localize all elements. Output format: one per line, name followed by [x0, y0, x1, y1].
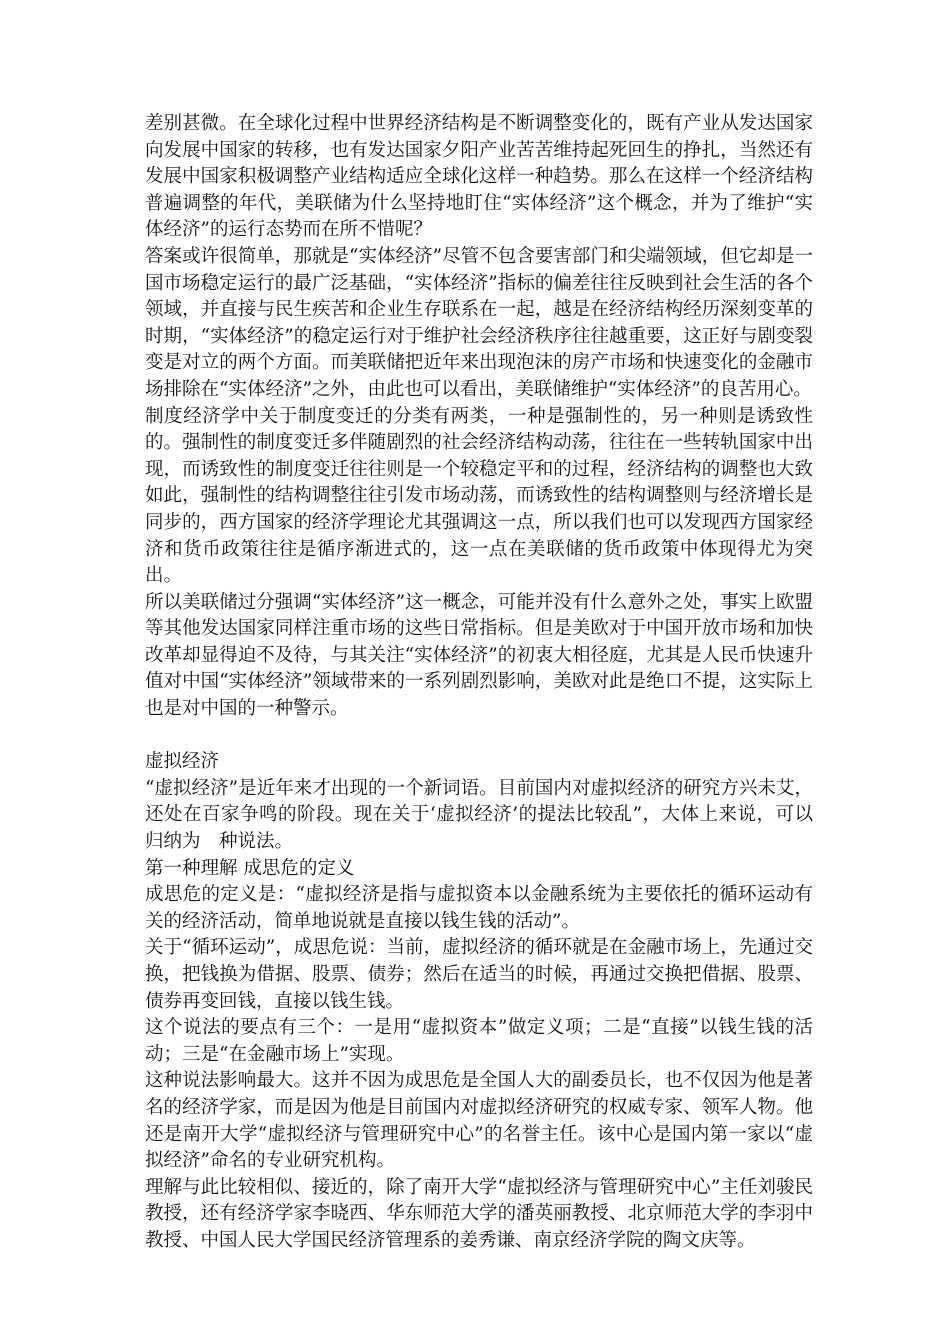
- paragraph: 关于“循环运动”，成思危说：当前，虚拟经济的循环就是在金融市场上，先通过交换，把钱换为借据、股票、债券；然后在适当的时候，再通过交换把借据、股票、债券再变回钱，直接以钱生钱。: [145, 937, 813, 1012]
- section-heading: 虚拟经济: [145, 751, 220, 773]
- paragraph: 成思危的定义是：“虚拟经济是指与虚拟资本以金融系统为主要依托的循环运动有关的经济活动，简单地说就是直接以钱生钱的活动”。: [145, 884, 813, 932]
- paragraph: 制度经济学中关于制度变迁的分类有两类，一种是强制性的，另一种则是诱致性的。强制性的制度变迁多伴随剧烈的社会经济结构动荡，往往在一些转轨国家中出现，而诱致性的制度变迁往往则是一个较稳定平和的过程，经济结构的调整也大致如此，强制性的结构调整往往引发市场动荡，而诱致性的结构调整则与经济增长是同步的，西方国家的经济学理论尤其强调这一点，所以我们也可以发现西方国家经济和货币政策往往是循序渐进式的，这一点在美联储的货币政策中体现得尤为突出。: [145, 405, 813, 587]
- paragraph: 理解与此比较相似、接近的，除了南开大学“虚拟经济与管理研究中心”主任刘骏民教授，还有经济学家李晓西、华东师范大学的潘英丽教授、北京师范大学的李羽中教授、中国人民大学国民经济管理系的姜秀谦、南京经济学院的陶文庆等。: [145, 1176, 813, 1251]
- blank-line: [145, 723, 813, 750]
- document-page: [145, 111, 813, 1255]
- paragraph: “虚拟经济”是近年来才出现的一个新词语。目前国内对虚拟经济的研究方兴未艾，还处在百家争鸣的阶段。现在关于‘虚拟经济’的提法比较乱”，大体上来说，可以归纳为 种说法。: [145, 777, 813, 853]
- paragraph: 所以美联储过分强调“实体经济”这一概念，可能并没有什么意外之处，事实上欧盟等其他发达国家同样注重市场的这些日常指标。但是美欧对于中国开放市场和加快改革却显得迫不及待，与其关注“实体经济”的初衷大相径庭，尤其是人民币快速升值对中国“实体经济”领域带来的一系列剧烈影响，美欧对此是绝口不提，这实际上也是对中国的一种警示。: [145, 591, 813, 720]
- paragraph: 这个说法的要点有三个：一是用“虚拟资本”做定义项；二是“直接”以钱生钱的活动；三是“在金融市场上”实现。: [145, 1017, 813, 1065]
- subheading: 第一种理解 成思危的定义: [145, 857, 355, 879]
- paragraph: 差别甚微。在全球化过程中世界经济结构是不断调整变化的，既有产业从发达国家向发展中国家的转移，也有发达国家夕阳产业苦苦维持起死回生的挣扎，当然还有发展中国家积极调整产业结构适应全球化这样一种趋势。那么在这样一个经济结构普遍调整的年代，美联储为什么坚持地盯住“实体经济”这个概念，并为了维护“实体经济”的运行态势而在所不惜呢？: [145, 113, 813, 241]
- paragraph: 这种说法影响最大。这并不因为成思危是全国人大的副委员长，也不仅因为他是著名的经济学家，而是因为他是目前国内对虚拟经济研究的权威专家、领军人物。他还是南开大学“虚拟经济与管理研究中心”的名誉主任。该中心是国内第一家以“虚拟经济”命名的专业研究机构。: [145, 1070, 813, 1172]
- paragraph: 答案或许很简单，那就是“实体经济”尽管不包含要害部门和尖端领域，但它却是一国市场稳定运行的最广泛基础，“实体经济”指标的偏差往往反映到社会生活的各个领域，并直接与民生疾苦和企业生存联系在一起，越是在经济结构经历深刻变革的时期，“实体经济”的稳定运行对于维护社会经济秩序往往越重要，这正好与剧变裂变是对立的两个方面。而美联储把近年来出现泡沫的房产市场和快速变化的金融市场排除在“实体经济”之外，由此也可以看出，美联储维护“实体经济”的良苦用心。: [145, 245, 813, 400]
